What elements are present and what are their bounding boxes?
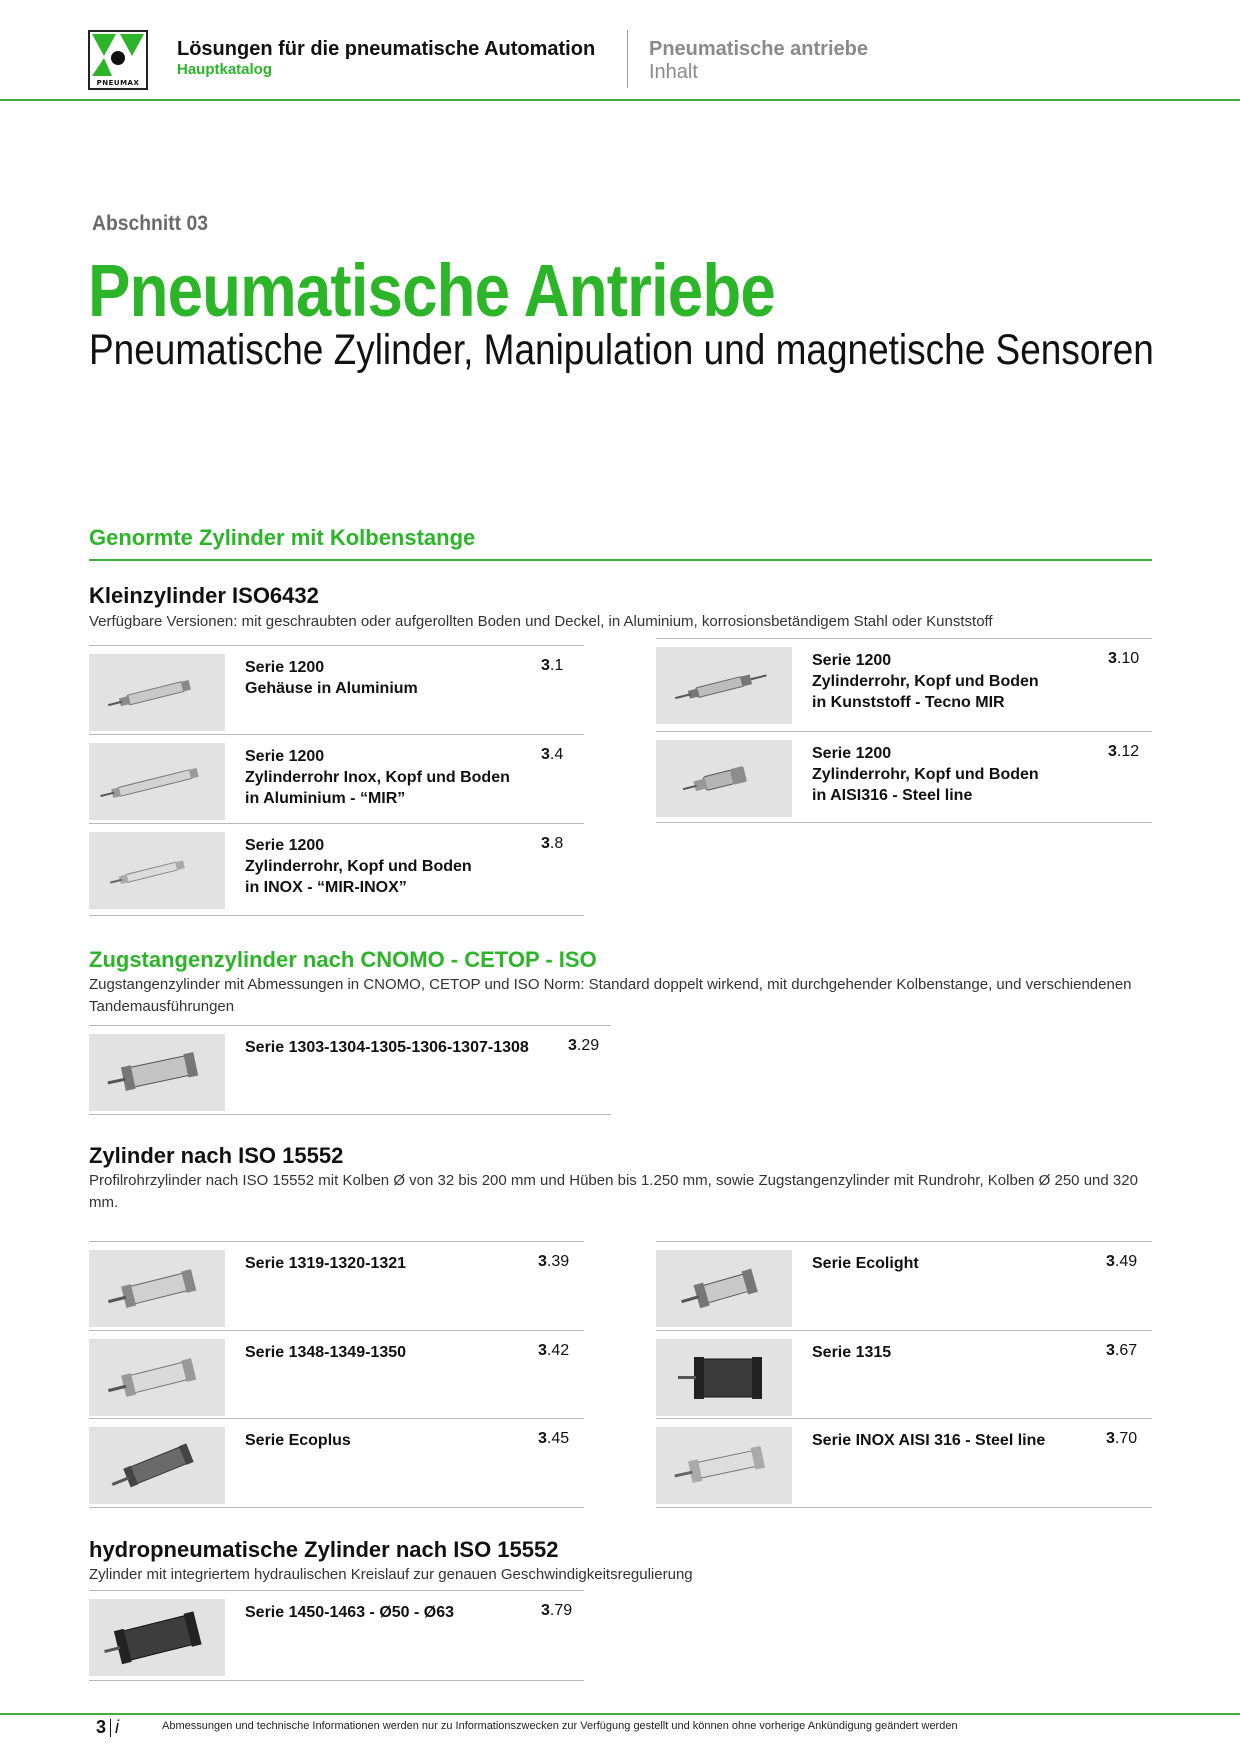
category-rule bbox=[89, 559, 1152, 561]
product-entry-serie-1319-1321[interactable] bbox=[89, 1241, 584, 1330]
hydro-desc: Zylinder mit integriertem hydraulischen Kreislauf zur genauen Geschwindigkeitsregulierung bbox=[89, 1566, 693, 1583]
category-heading: Genormte Zylinder mit Kolbenstange bbox=[89, 525, 476, 550]
product-label: Serie 1200 Zylinderrohr Inox, Kopf und Boden in Aluminium - “MIR” bbox=[245, 748, 510, 807]
product-image bbox=[89, 1034, 225, 1111]
product-entry-serie-1200-steel-line[interactable] bbox=[656, 731, 1152, 823]
page-title: Pneumatische Antriebe bbox=[88, 249, 775, 332]
product-entry-serie-1348-1350[interactable] bbox=[89, 1330, 584, 1418]
iso15552-heading: Zylinder nach ISO 15552 bbox=[89, 1143, 344, 1168]
product-image bbox=[656, 647, 792, 724]
product-label: Serie 1200 Zylinderrohr, Kopf und Boden in Kunststoff - Tecno MIR bbox=[812, 652, 1039, 711]
page-reference[interactable]: 3.49 bbox=[1106, 1253, 1138, 1270]
footer-disclaimer: Abmessungen und technische Informationen werden nur zu Informationszwecken zur Verfügung gestellt und können ohne vorherige Ankündigung geändert werden bbox=[162, 1720, 958, 1732]
page-reference[interactable]: 3.45 bbox=[538, 1430, 570, 1447]
page-reference[interactable]: 3.79 bbox=[541, 1602, 573, 1619]
product-label: Serie 1450-1463 - Ø50 - Ø63 bbox=[245, 1604, 455, 1621]
page-number: 3 i bbox=[96, 1717, 120, 1737]
catalog-subtitle: Hauptkatalog bbox=[177, 61, 273, 78]
product-image bbox=[656, 1339, 792, 1416]
product-entry-serie-1200-mir-inox[interactable] bbox=[89, 823, 584, 916]
page-reference[interactable]: 3.70 bbox=[1106, 1430, 1138, 1447]
page-reference[interactable]: 3.42 bbox=[538, 1342, 570, 1359]
page-reference[interactable]: 3.29 bbox=[568, 1037, 600, 1054]
header-section-sub: Inhalt bbox=[649, 61, 698, 83]
page-reference[interactable]: 3.10 bbox=[1108, 650, 1140, 667]
product-label: Serie 1315 bbox=[812, 1344, 892, 1361]
product-image bbox=[89, 1427, 225, 1504]
section-number: Abschnitt 03 bbox=[92, 212, 208, 235]
product-image bbox=[656, 740, 792, 817]
product-label: Serie Ecolight bbox=[812, 1255, 919, 1272]
pneumax-logo bbox=[88, 30, 148, 90]
product-entry-serie-ecolight[interactable] bbox=[656, 1241, 1152, 1330]
product-label: Serie 1303-1304-1305-1306-1307-1308 bbox=[245, 1039, 529, 1056]
product-label: Serie 1200 Gehäuse in Aluminium bbox=[245, 659, 418, 697]
hydro-heading: hydropneumatische Zylinder nach ISO 15552 bbox=[89, 1537, 559, 1562]
product-image bbox=[89, 1339, 225, 1416]
header-section: Pneumatische antriebe bbox=[649, 38, 868, 60]
product-image bbox=[89, 1250, 225, 1327]
product-label: Serie 1348-1349-1350 bbox=[245, 1344, 407, 1361]
product-image bbox=[89, 1599, 225, 1676]
product-image bbox=[89, 654, 225, 731]
product-image bbox=[89, 743, 225, 820]
product-entry-serie-1200-mir[interactable] bbox=[89, 734, 584, 823]
page-reference[interactable]: 3.1 bbox=[541, 657, 564, 674]
product-label: Serie 1200 Zylinderrohr, Kopf und Boden in AISI316 - Steel line bbox=[812, 745, 1039, 804]
iso15552-desc: Profilrohrzylinder nach ISO 15552 mit Kolben Ø von 32 bis 200 mm und Hüben bis 1.250 mm, sowie Zugstangenzylinder mit Rundrohr, Kolben Ø 250 und 320 mm. bbox=[89, 1172, 1138, 1211]
page-reference[interactable]: 3.39 bbox=[538, 1253, 570, 1270]
product-label: Serie INOX AISI 316 - Steel line bbox=[812, 1432, 1046, 1449]
catalog-title: Lösungen für die pneumatische Automation bbox=[177, 38, 596, 60]
page-subtitle: Pneumatische Zylinder, Manipulation und magnetische Sensoren bbox=[89, 326, 1154, 374]
product-entry-serie-inox-aisi316[interactable] bbox=[656, 1418, 1152, 1508]
kleinzylinder-heading: Kleinzylinder ISO6432 bbox=[89, 583, 319, 608]
product-image bbox=[656, 1427, 792, 1504]
product-entry-serie-1450-1463[interactable] bbox=[89, 1590, 584, 1681]
product-image bbox=[89, 832, 225, 909]
page-header bbox=[0, 0, 1240, 101]
header-divider bbox=[627, 30, 628, 88]
page-reference[interactable]: 3.12 bbox=[1108, 743, 1140, 760]
product-entry-serie-1303-1308[interactable] bbox=[89, 1025, 611, 1115]
zugstangen-desc: Zugstangenzylinder mit Abmessungen in CNOMO, CETOP und ISO Norm: Standard doppelt wirkend, mit durchgehender Kolbenstange, und verschiendenen Tandemausführungen bbox=[89, 976, 1132, 1015]
product-entry-serie-ecoplus[interactable] bbox=[89, 1418, 584, 1508]
page-reference[interactable]: 3.67 bbox=[1106, 1342, 1138, 1359]
product-entry-serie-1200-alu[interactable] bbox=[89, 645, 584, 734]
product-image bbox=[656, 1250, 792, 1327]
product-entry-serie-1315[interactable] bbox=[656, 1330, 1152, 1418]
logo-text: PNEUMAX bbox=[96, 79, 140, 87]
product-entry-serie-1200-tecno-mir[interactable] bbox=[656, 638, 1152, 731]
zugstangen-heading: Zugstangenzylinder nach CNOMO - CETOP - ISO bbox=[89, 947, 597, 972]
footer-rule bbox=[0, 1713, 1240, 1715]
product-label: Serie 1319-1320-1321 bbox=[245, 1255, 407, 1272]
product-label: Serie 1200 Zylinderrohr, Kopf und Boden in INOX - “MIR-INOX” bbox=[245, 837, 472, 896]
page-reference[interactable]: 3.8 bbox=[541, 835, 564, 852]
kleinzylinder-desc: Verfügbare Versionen: mit geschraubten oder aufgerollten Boden und Deckel, in Aluminium, korrosionsbetändigem Stahl oder Kunststoff bbox=[89, 613, 993, 630]
product-label: Serie Ecoplus bbox=[245, 1432, 351, 1449]
page-reference[interactable]: 3.4 bbox=[541, 746, 564, 763]
